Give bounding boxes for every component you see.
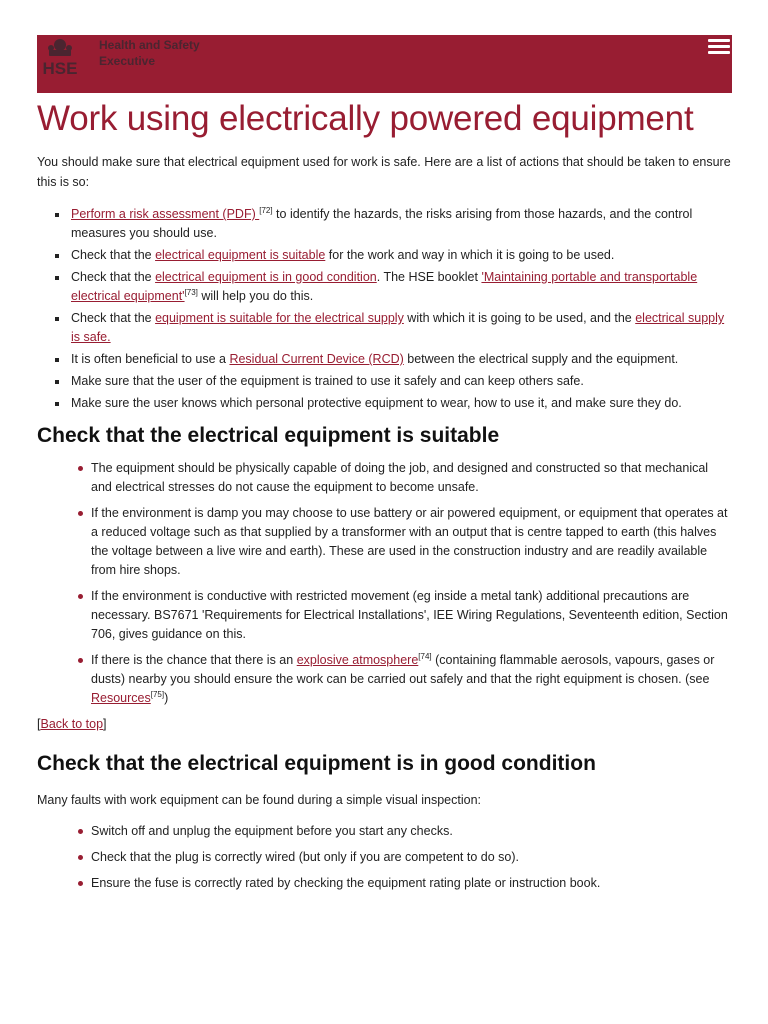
- footnote-ref: [73]: [184, 288, 198, 297]
- list-item: Make sure the user knows which personal protective equipment to wear, how to use it, and make sure they do.: [71, 394, 732, 413]
- equipment-suitable-link[interactable]: electrical equipment is suitable: [155, 248, 326, 262]
- organisation-name[interactable]: [99, 37, 239, 69]
- hse-logo[interactable]: [37, 35, 83, 79]
- condition-list: [37, 822, 732, 893]
- site-header: [37, 35, 732, 93]
- intro-paragraph: You should make sure that electrical equipment used for work is safe. Here are a list of actions that should be taken to ensure this is so:: [37, 155, 731, 189]
- back-to-top: [Back to top]: [37, 716, 107, 731]
- page: [37, 35, 732, 900]
- page-title: Work using electrically powered equipment: [37, 99, 694, 138]
- list-item: Ensure the fuse is correctly rated by checking the equipment rating plate or instruction book.: [91, 874, 732, 893]
- list-item: The equipment should be physically capable of doing the job, and designed and constructed so that mechanical and electrical stresses do not cause the equipment to become unsafe.: [91, 459, 732, 498]
- org-name-line1: Health and Safety: [99, 38, 200, 52]
- list-item: Make sure that the user of the equipment is trained to use it safely and can keep others safe.: [71, 372, 732, 391]
- electrical-supply-safe-link[interactable]: electrical supply is safe.: [71, 311, 725, 344]
- list-item: Perform a risk assessment (PDF) [72] to identify the hazards, the risks arising from those hazards, and the control measures you should use.: [71, 205, 732, 243]
- footnote-ref: [75]: [150, 690, 165, 700]
- list-item: Switch off and unplug the equipment before you start any checks.: [91, 822, 732, 841]
- electrical-supply-suitable-link[interactable]: equipment is suitable for the electrical supply: [155, 311, 404, 325]
- hamburger-menu-icon[interactable]: [708, 39, 730, 57]
- condition-intro: Many faults with work equipment can be found during a simple visual inspection:: [37, 793, 481, 808]
- rcd-link[interactable]: Residual Current Device (RCD): [229, 352, 404, 366]
- risk-assessment-link[interactable]: Perform a risk assessment (PDF): [71, 207, 260, 221]
- list-item: If the environment is conductive with restricted movement (eg inside a metal tank) additional precautions are necessary. BS7671 'Requirements for Electrical Installations', IEE Wiring Regulations, Seventeenth edition, Section 706, gives guidance on this.: [91, 587, 732, 645]
- list-item: If there is the chance that there is an explosive atmosphere[74] (containing flammable aerosols, vapours, gases or dusts) nearby you should ensure the work can be carried out safely and that the right equipment is chosen. (see Resources[75]): [91, 651, 732, 709]
- list-item: Check that the equipment is suitable for the electrical supply with which it is going to be used, and the electrical supply is safe.: [71, 309, 732, 347]
- list-item: Check that the plug is correctly wired (but only if you are competent to do so).: [91, 848, 732, 867]
- good-condition-link[interactable]: electrical equipment is in good condition: [155, 270, 377, 284]
- list-item: Check that the electrical equipment is in good condition. The HSE booklet 'Maintaining portable and transportable electrical equipment'[73] will help you do this.: [71, 268, 732, 306]
- footnote-ref: [72]: [259, 206, 273, 215]
- resources-link[interactable]: Resources: [91, 691, 151, 706]
- list-item: It is often beneficial to use a Residual Current Device (RCD) between the electrical supply and the equipment.: [71, 350, 732, 369]
- list-item: Check that the electrical equipment is suitable for the work and way in which it is going to be used.: [71, 246, 732, 265]
- section-heading-suitable: Check that the electrical equipment is suitable: [37, 424, 500, 447]
- org-name-line2: Executive: [99, 54, 156, 68]
- logo-text: HSE: [42, 59, 78, 78]
- footnote-ref: [74]: [418, 651, 432, 661]
- suitable-list: [37, 459, 732, 709]
- explosive-atmosphere-link[interactable]: explosive atmosphere: [296, 652, 419, 667]
- actions-list: [37, 205, 732, 413]
- maintaining-booklet-link[interactable]: 'Maintaining portable and transportable electrical equipment': [71, 270, 698, 303]
- list-item: If the environment is damp you may choose to use battery or air powered equipment, or equipment that operates at a reduced voltage such as that supplied by a transformer with an output that is centre tapped to earth (this halves the voltage between a live wire and earth). These are used in the construction industry and are readily available from hire shops.: [91, 504, 732, 581]
- back-to-top-link[interactable]: Back to top: [40, 716, 104, 731]
- section-heading-condition: Check that the electrical equipment is in good condition: [37, 752, 596, 776]
